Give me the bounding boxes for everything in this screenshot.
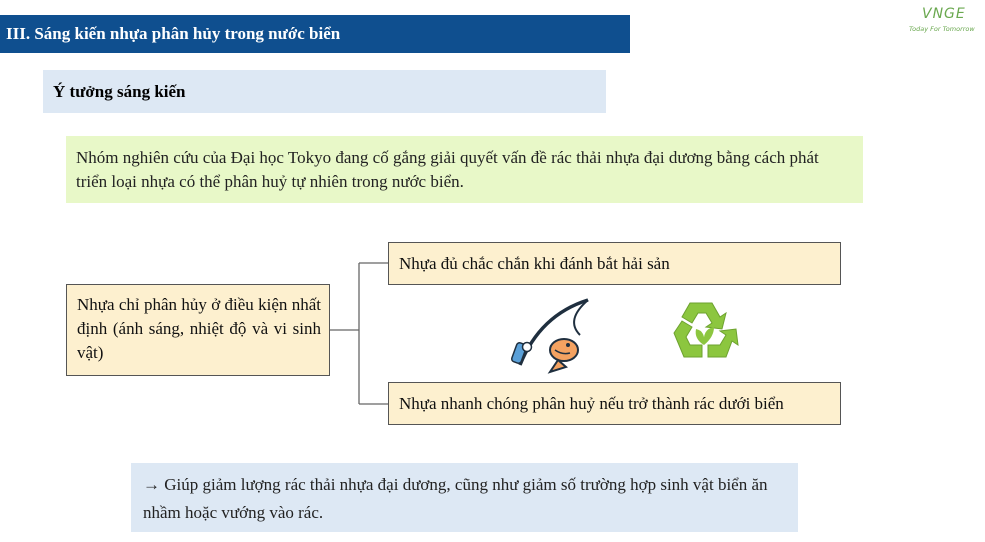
logo-tagline: Today For Tomorrow bbox=[909, 25, 975, 33]
subtitle: Ý tưởng sáng kiến bbox=[43, 70, 606, 113]
main-node: Nhựa chỉ phân hủy ở điều kiện nhất định (ánh sáng, nhiệt độ và vi sinh vật) bbox=[66, 284, 330, 376]
fishing-rod-icon bbox=[510, 295, 595, 375]
intro-text-box: Nhóm nghiên cứu của Đại học Tokyo đang cố gắng giải quyết vấn đề rác thải nhựa đại dương bằng cách phát triển loại nhựa có thể phân huỷ tự nhiên trong nước biển. bbox=[66, 136, 863, 203]
section-title: III. Sáng kiến nhựa phân hủy trong nước biển bbox=[0, 15, 630, 53]
conclusion-box: → Giúp giảm lượng rác thải nhựa đại dương, cũng như giảm số trường hợp sinh vật biển ăn nhầm hoặc vướng vào rác. bbox=[131, 463, 798, 532]
branch-node-bottom: Nhựa nhanh chóng phân huỷ nếu trở thành rác dưới biển bbox=[388, 382, 841, 425]
recycle-icon bbox=[668, 299, 740, 367]
logo-text: VNGE bbox=[922, 6, 966, 22]
branch-node-top: Nhựa đủ chắc chắn khi đánh bắt hải sản bbox=[388, 242, 841, 285]
